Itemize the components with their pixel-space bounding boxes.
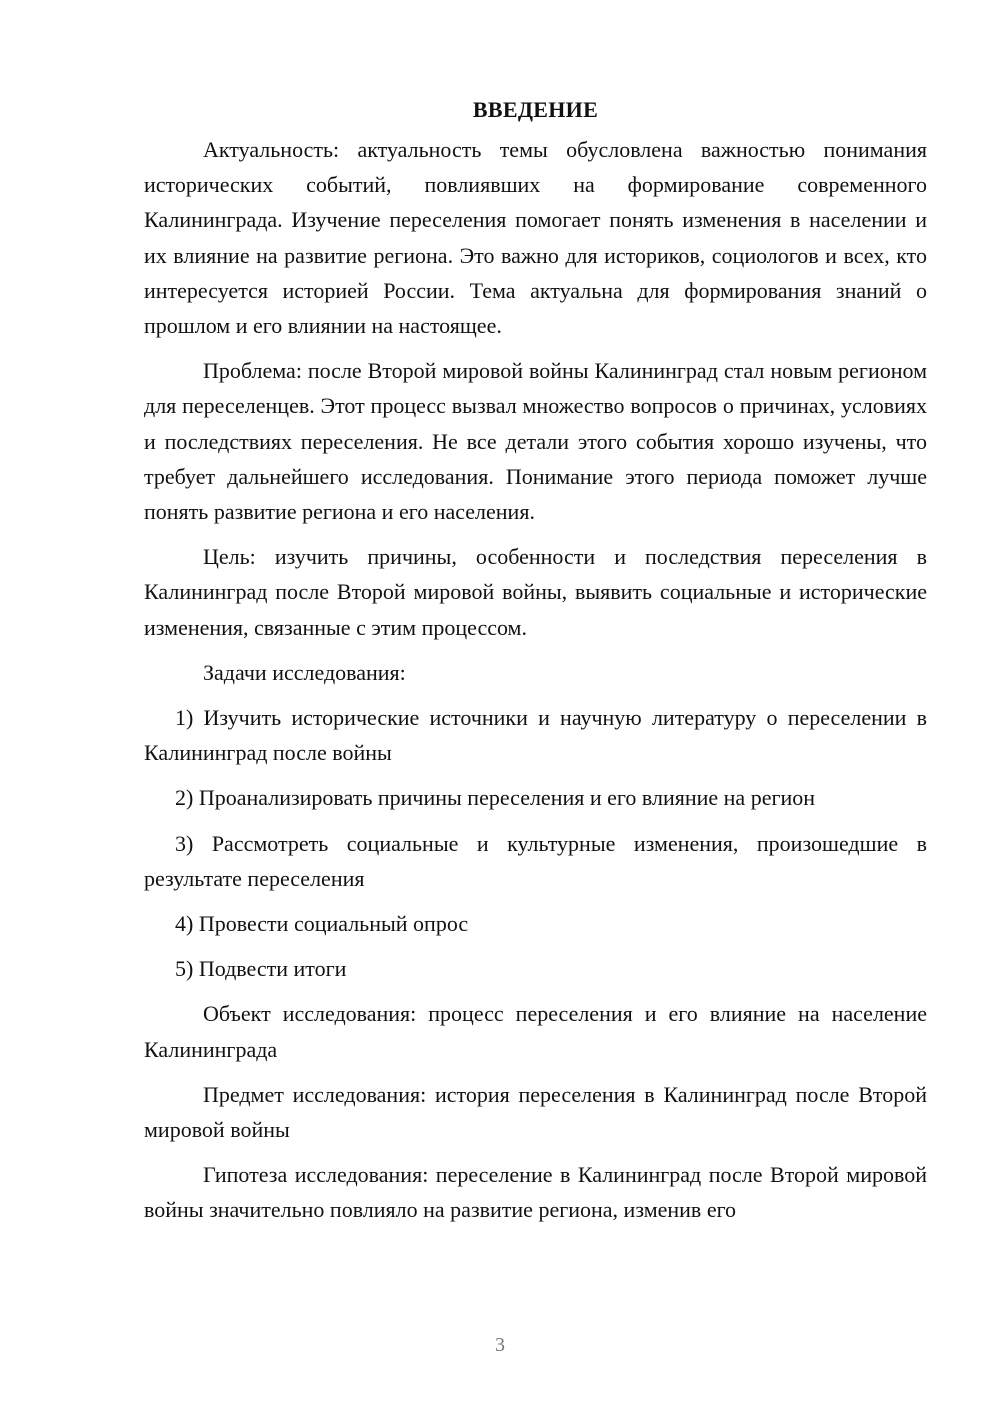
page-number: 3 [495,1334,505,1356]
task-item-5: 5) Подвести итоги [175,956,347,982]
task-item-1: 1) Изучить исторические источники и научную литературу о переселении в Калининград после войны [144,705,927,766]
paragraph-hypothesis: Гипотеза исследования: переселение в Калининград после Второй мировой войны значительно повлияло на развитие региона, изменив его [144,1162,927,1223]
paragraph-subject: Предмет исследования: история переселения в Калининград после Второй мировой войны [144,1081,927,1143]
paragraph-problem: Проблема: после Второй мировой войны Калининград стал новым регионом для переселенцев. Этот процесс вызвал множество вопросов о причинах, условиях и последствиях переселения. Не все детали этого события хорошо изучены, что требует дальнейшего исследования. Понимание этого периода поможет лучше понять развитие региона и его населения. [144,358,927,525]
task-item-3: 3) Рассмотреть социальные и культурные изменения, произошедшие в результате переселения [144,830,927,891]
task-item-4: 4) Провести социальный опрос [175,911,469,937]
task-item-2: 2) Проанализировать причины переселения и его влияние на регион [175,785,816,811]
document-page [144,96,927,1238]
paragraph-relevance: Актуальность: актуальность темы обусловлена важностью понимания исторических событий, повлиявших на формирование современного Калининграда. Изучение переселения помогает понять изменения в населении и их влияние на развитие региона. Это важно для историков, социологов и всех, кто интересуется историей России. Тема актуальна для формирования знаний о прошлом и его влиянии на настоящее. [144,137,927,339]
paragraph-tasks-heading: Задачи исследования: [203,659,406,685]
section-title: ВВЕДЕНИЕ [472,97,599,122]
paragraph-object: Объект исследования: процесс переселения и его влияние на население Калининграда [144,1001,927,1062]
paragraph-goal: Цель: изучить причины, особенности и последствия переселения в Калининград после Второй мировой войны, выявить социальные и исторические изменения, связанные с этим процессом. [144,544,927,640]
